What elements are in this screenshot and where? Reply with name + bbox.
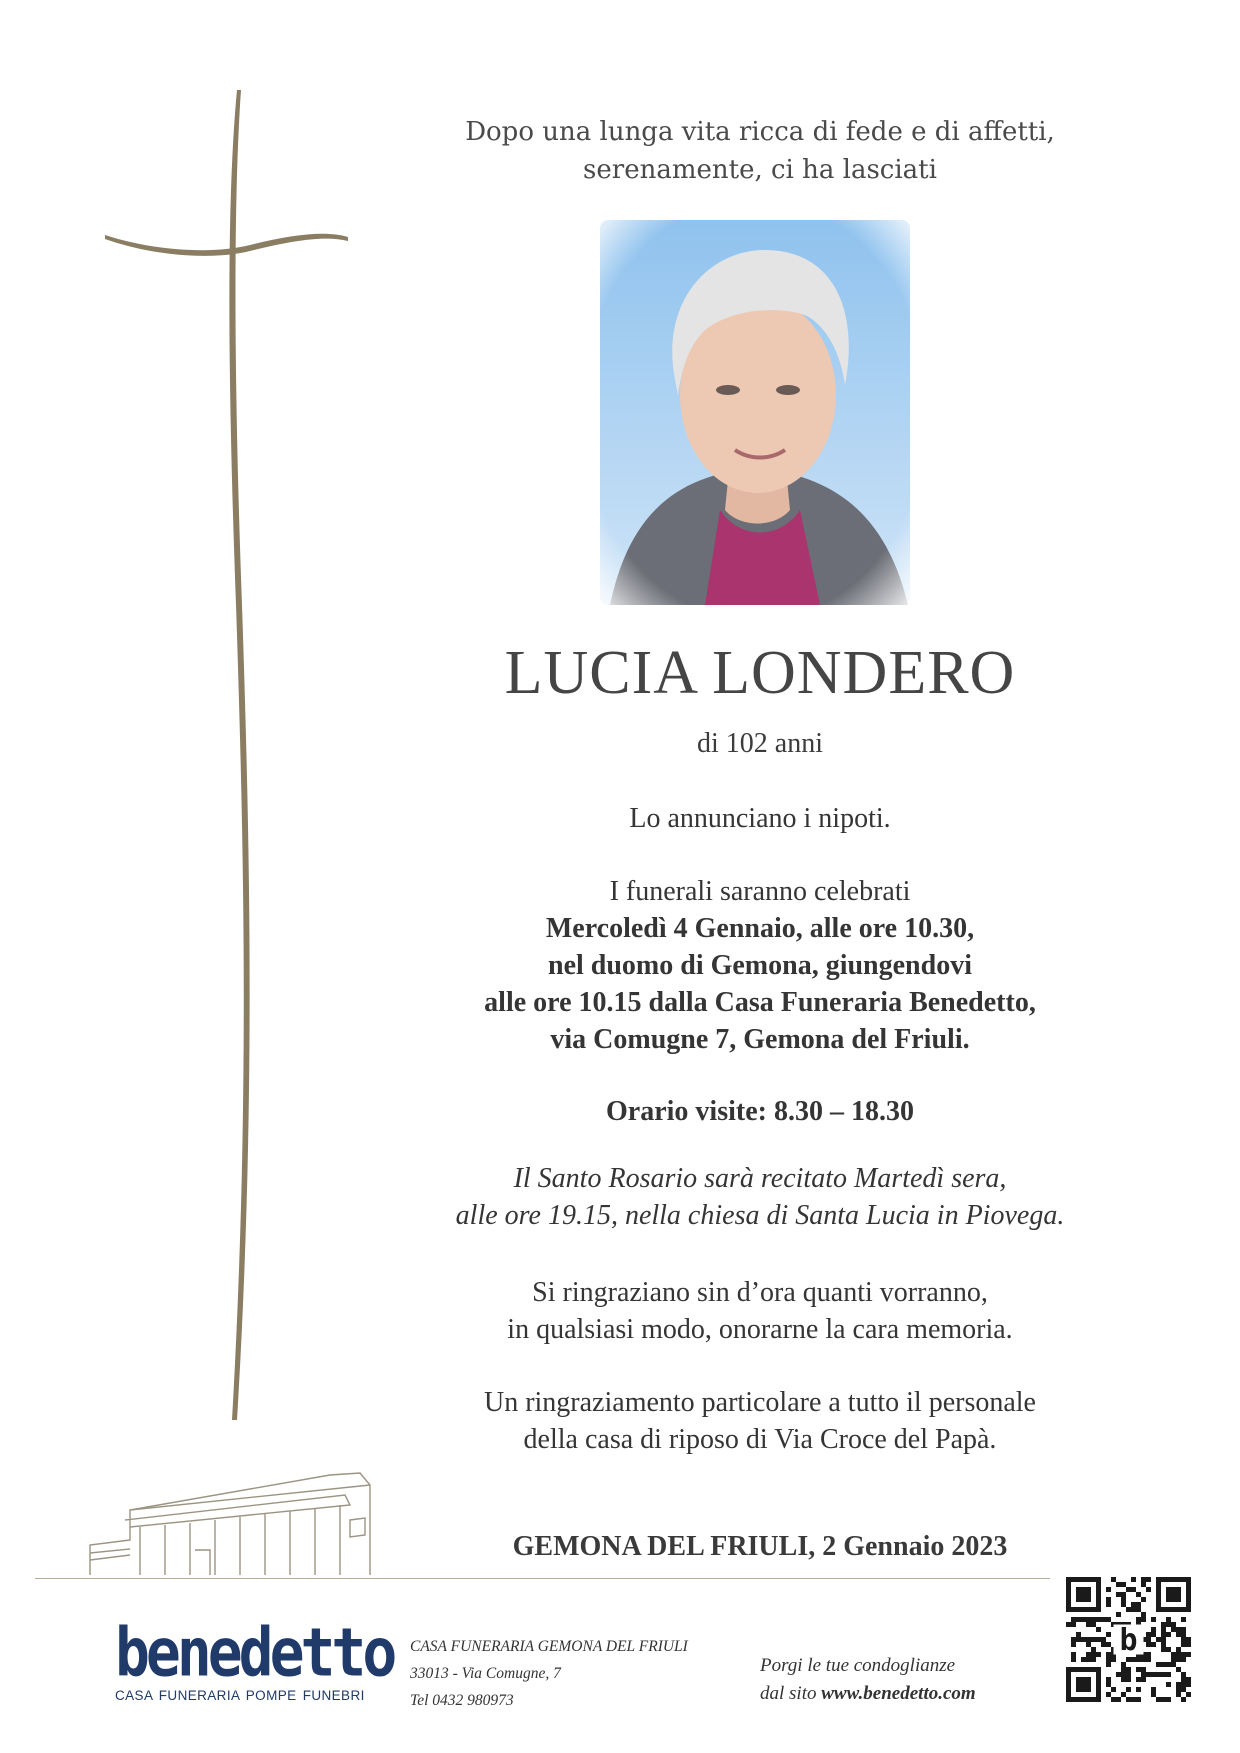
rosary-line-2: alle ore 19.15, nella chiesa di Santa Lucia in Piovega. [455,1200,1065,1231]
intro-line-1: Dopo una lunga vita ricca di fede e di affetti, [465,117,1055,147]
funeral-line-2: Mercoledì 4 Gennaio, alle ore 10.30, [545,913,975,944]
portrait-photo [590,210,920,610]
address-line-2: 33013 - Via Comugne, 7 [410,1665,561,1682]
special-thanks-line-2: della casa di riposo di Via Croce del Papà. [523,1424,997,1455]
condolences-line-2 [760,1680,1050,1708]
condolences-prefix: dal sito [760,1683,822,1704]
funeral-details [380,873,1140,1058]
rosary-notice [380,1160,1140,1234]
visiting-hours: Orario visite: 8.30 – 18.30 [606,1096,914,1127]
announcement-text: Lo annunciano i nipoti. [629,803,891,834]
special-thanks-text [380,1384,1140,1458]
deceased-name: LUCIA LONDERO [504,639,1016,707]
place-date: GEMONA DEL FRIULI, 2 Gennaio 2023 [512,1531,1008,1562]
logo-subtitle: CASA FUNERARIA POMPE FUNEBRI [115,1688,365,1703]
qr-code[interactable] [1066,1577,1191,1702]
logo-wordmark: benedetto [115,1613,394,1692]
funeral-line-4: alle ore 10.15 dalla Casa Funeraria Benedetto, [484,987,1036,1018]
intro-text [420,113,1100,189]
building-icon [80,1465,420,1605]
condolences-note [760,1652,1050,1708]
intro-line-2: serenamente, ci ha lasciati [583,155,937,185]
funeral-home-address [410,1633,740,1714]
funeral-line-3: nel duomo di Gemona, giungendovi [548,950,972,981]
benedetto-logo [115,1613,394,1703]
thanks-text [380,1274,1140,1348]
special-thanks-line-1: Un ringraziamento particolare a tutto il personale [483,1387,1036,1418]
rosary-line-1: Il Santo Rosario sarà recitato Martedì sera, [513,1163,1007,1194]
website-link[interactable]: www.benedetto.com [821,1683,976,1704]
funeral-line-1: I funerali saranno celebrati [609,876,911,907]
funeral-line-5: via Comugne 7, Gemona del Friuli. [550,1024,970,1055]
svg-text:b: b [1119,1623,1138,1658]
thanks-line-2: in qualsiasi modo, onorarne la cara memoria. [507,1314,1013,1345]
deceased-age: di 102 anni [697,728,823,759]
divider-line [35,1578,1050,1579]
address-line-3: Tel 0432 980973 [410,1692,514,1709]
condolences-line-1: Porgi le tue condoglianze [760,1655,956,1676]
address-line-1: CASA FUNERARIA GEMONA DEL FRIULI [410,1638,688,1655]
cross-icon [100,85,360,1425]
thanks-line-1: Si ringraziano sin d’ora quanti vorranno, [532,1277,988,1308]
